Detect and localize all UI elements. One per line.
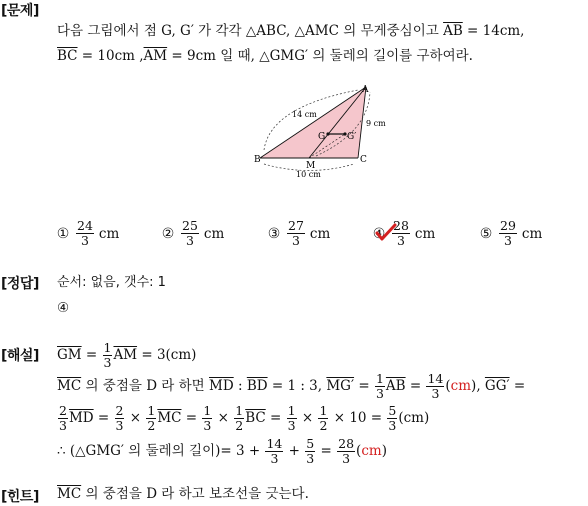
choice-5[interactable]: ⑤ $\frac{29}{3}$ cm xyxy=(479,218,543,248)
choice-3[interactable]: ③ $\frac{27}{3}$ cm xyxy=(267,218,331,248)
label-g: G xyxy=(318,132,326,142)
checkmark-icon xyxy=(374,222,398,242)
hint-line: $\overline{MC}$ 의 중점을 D 라 하고 보조선을 긋는다. xyxy=(57,486,309,502)
solution-line-2: $\overline{MC}$ 의 중점을 D 라 하면 $\overline{MD}$ : $\overline{BD} = 1$ : 3, MG′ = $\frac{1}{3}$ $\overline{AB}$ = $\frac{14}{3}$ (cm), GG′ = xyxy=(57,371,526,401)
choice-2[interactable]: ② $\frac{25}{3}$ cm xyxy=(161,218,225,248)
choice-4[interactable]: ④ $\frac{28}{3}$ cm xyxy=(372,218,436,248)
label-am-length: 9 cm xyxy=(366,119,386,128)
answer-tag: [정답] xyxy=(1,276,39,292)
question-line-2: $\overline{BC} = 10cm$ $,\overline{AM} = 9cm$ 일 때, △GMG′ 의 둘레의 길이를 구하여라. xyxy=(57,48,473,64)
solution-line-3: $\frac{2}{3}$ $\overline{MD}$ = $\frac{2}{3}$ × $\frac{1}{2}$ $\overline{MC}$ = $\frac{1}{3}$ × $\frac{1}{2}$ $\overline{BC}$ = $\frac{1}{3}$ × $\frac{1}{2}$ × 10 = $\frac{5}{3}$ (cm) xyxy=(59,403,430,433)
answer-line-2: ④ xyxy=(57,300,70,316)
triangle-figure xyxy=(250,82,400,180)
question-tag: [문제] xyxy=(1,3,39,19)
answer-line-1: 순서: 없음, 갯수: 1 xyxy=(57,275,166,290)
label-a: A xyxy=(362,85,369,95)
question-line-1: 다음 그림에서 점 G, G′ 가 각각 △ABC, △AMC 의 무게중심이고 $\overline{AB} = 14cm$, xyxy=(57,23,525,39)
label-ab-length: 14 cm xyxy=(292,110,317,119)
label-m: M xyxy=(306,161,316,171)
solution-tag: [해설] xyxy=(1,348,39,364)
solution-line-4: ∴ (△GMG′ 의 둘레의 길이)= 3 + $\frac{14}{3}$ + $\frac{5}{3}$ = $\frac{28}{3}$ (cm) xyxy=(57,436,387,466)
solution-line-1: $\overline{GM}$ = $\frac{1}{3}$ $\overline{AM} = 3(cm)$ xyxy=(57,340,197,370)
choice-1[interactable]: ① $\frac{24}{3}$ cm xyxy=(56,218,120,248)
hint-tag: [힌트] xyxy=(1,489,39,505)
label-b: B xyxy=(254,155,261,165)
label-gp: G′ xyxy=(347,132,357,142)
label-bc-length: 10 cm xyxy=(296,170,321,179)
point-g xyxy=(326,132,329,135)
label-c: C xyxy=(360,155,367,165)
